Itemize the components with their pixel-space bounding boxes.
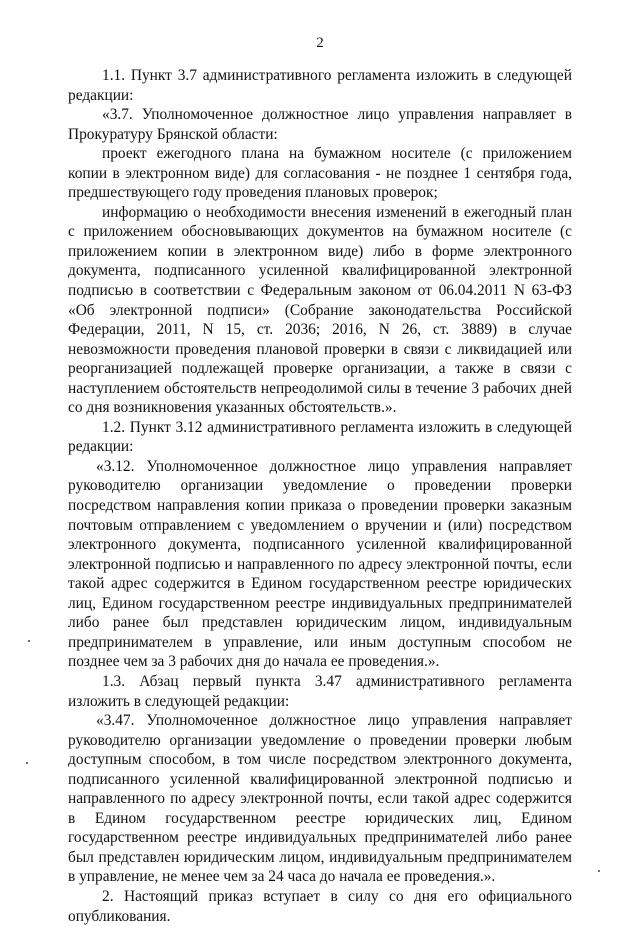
paragraph-item-1-2: 1.2. Пункт 3.12 административного регламента изложить в следующей редакции: bbox=[68, 418, 572, 456]
document-body bbox=[68, 66, 572, 926]
paragraph-plan-changes: информацию о необходимости внесения изменений в ежегодный план с приложением обосновывающих документов на бумажном носителе (с приложением копии в электронном виде) либо в форме электронного документа, подписанного усиленной квалифицированной электронной подписью в соответствии с Федеральным законом от 06.04.2011 N 63-ФЗ «Об электронной подписи» (Собрание законодательства Российской Федерации, 2011, N 15, ст. 2036; 2016, N 26, ст. 3889) в случае невозможности проведения плановой проверки в связи с ликвидацией или реорганизацией подлежащей проверке организации, а также в связи с наступлением обстоятельств непреодолимой силы в течение 3 рабочих дней со дня возникновения указанных обстоятельств.». bbox=[68, 203, 572, 417]
scan-speck bbox=[28, 640, 30, 642]
paragraph-item-2: 2. Настоящий приказ вступает в силу со дня его официального опубликования. bbox=[68, 887, 572, 925]
scan-speck bbox=[26, 762, 28, 764]
paragraph-item-1-3: 1.3. Абзац первый пункта 3.47 административного регламента изложить в следующей редакции: bbox=[68, 672, 572, 710]
scan-speck bbox=[598, 870, 600, 872]
paragraph-quote-3-12: «3.12. Уполномоченное должностное лицо управления направляет руководителю организации уведомление о проведении проверки посредством направления копии приказа о проведении проверки заказным почтовым отправлением с уведомлением о вручении и (или) посредством электронного документа, подписанного усиленной квалифицированной электронной подписью и направленного по адресу электронной почты, если такой адрес содержится в Едином государственном реестре юридических лиц, Едином государственном реестре индивидуальных предпринимателей либо ранее был представлен юридическим лицом, индивидуальным предпринимателем в управление, или иным доступным способом не позднее чем за 3 рабочих дня до начала ее проведения.». bbox=[68, 457, 572, 671]
paragraph-item-1-1: 1.1. Пункт 3.7 административного регламента изложить в следующей редакции: bbox=[68, 67, 572, 104]
paragraph-quote-3-7: «3.7. Уполномоченное должностное лицо управления направляет в Прокуратуру Брянской области: bbox=[68, 106, 572, 143]
paragraph-quote-3-47: «3.47. Уполномоченное должностное лицо управления направляет руководителю организации уведомление о проведении проверки любым доступным способом, в том числе посредством электронного документа, подписанного усиленной квалифицированной электронной подписью и направленного по адресу электронной почты, если такой адрес содержится в Едином государственном реестре юридических лиц, Едином государственном реестре индивидуальных предпринимателей либо ранее был представлен юридическим лицом, индивидуальным предпринимателем в управление, не менее чем за 24 часа до начала ее проведения.». bbox=[68, 712, 572, 886]
page-number: 2 bbox=[316, 35, 324, 51]
paragraph-annual-plan: проект ежегодного плана на бумажном носителе (с приложением копии в электронном виде) для согласования - не позднее 1 сентября года, предшествующего году проведения плановых проверок; bbox=[68, 145, 572, 202]
